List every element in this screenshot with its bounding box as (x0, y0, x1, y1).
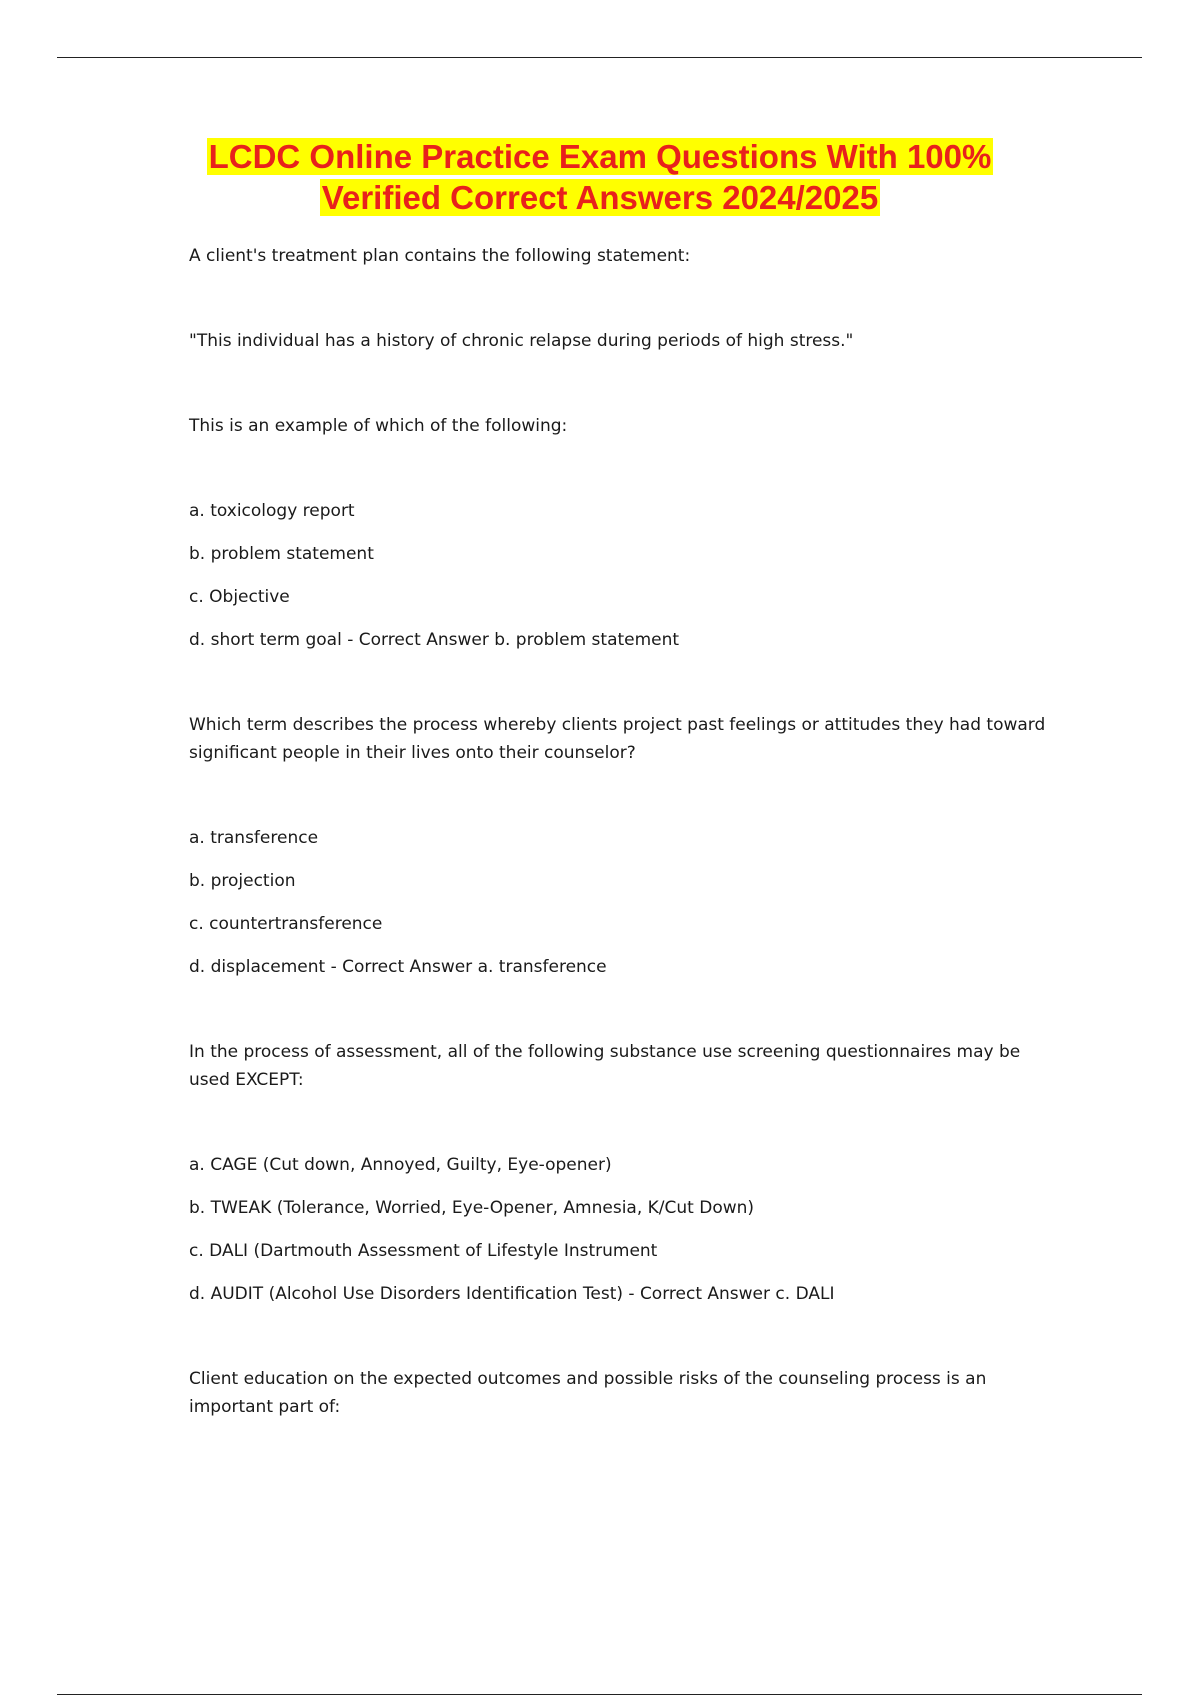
question-1 (189, 242, 1049, 654)
option: c. countertransference (189, 914, 383, 934)
option: a. transference (189, 828, 319, 848)
option-with-answer: d. AUDIT (Alcohol Use Disorders Identification Test) - Correct Answer c. DALI (189, 1284, 835, 1304)
question-1-stem-2: "This individual has a history of chronic relapse during periods of high stress." (189, 331, 854, 351)
header-rule (57, 57, 1142, 58)
option-with-answer: d. short term goal - Correct Answer b. problem statement (189, 630, 680, 650)
option: b. problem statement (189, 544, 374, 564)
question-2-options (189, 824, 1049, 981)
document-body (189, 242, 1049, 1421)
title-line-2: Verified Correct Answers 2024/2025 (321, 179, 879, 216)
title-line-1: LCDC Online Practice Exam Questions With 100% (208, 138, 992, 175)
footer-rule (57, 1694, 1142, 1695)
option: a. CAGE (Cut down, Annoyed, Guilty, Eye-opener) (189, 1155, 612, 1175)
question-1-options (189, 497, 1049, 654)
question-2-stem: Which term describes the process whereby clients project past feelings or attitudes they had toward significant people in their lives onto their counselor? (189, 715, 1046, 763)
option-with-answer: d. displacement - Correct Answer a. transference (189, 957, 607, 977)
question-3-stem: In the process of assessment, all of the following substance use screening questionnaires may be used EXCEPT: (189, 1042, 1021, 1090)
option: b. TWEAK (Tolerance, Worried, Eye-Opener, Amnesia, K/Cut Down) (189, 1198, 755, 1218)
question-4 (189, 1365, 1049, 1421)
option: c. Objective (189, 587, 290, 607)
option: b. projection (189, 871, 296, 891)
option: a. toxicology report (189, 501, 355, 521)
question-1-stem-3: This is an example of which of the following: (189, 416, 568, 436)
question-1-stem-1: A client's treatment plan contains the following statement: (189, 246, 691, 266)
document-title (0, 136, 1200, 218)
question-3 (189, 1038, 1049, 1308)
question-4-stem: Client education on the expected outcomes and possible risks of the counseling process is an important part of: (189, 1369, 987, 1417)
question-2 (189, 711, 1049, 981)
option: c. DALI (Dartmouth Assessment of Lifestyle Instrument (189, 1241, 658, 1261)
question-3-options (189, 1151, 1049, 1308)
